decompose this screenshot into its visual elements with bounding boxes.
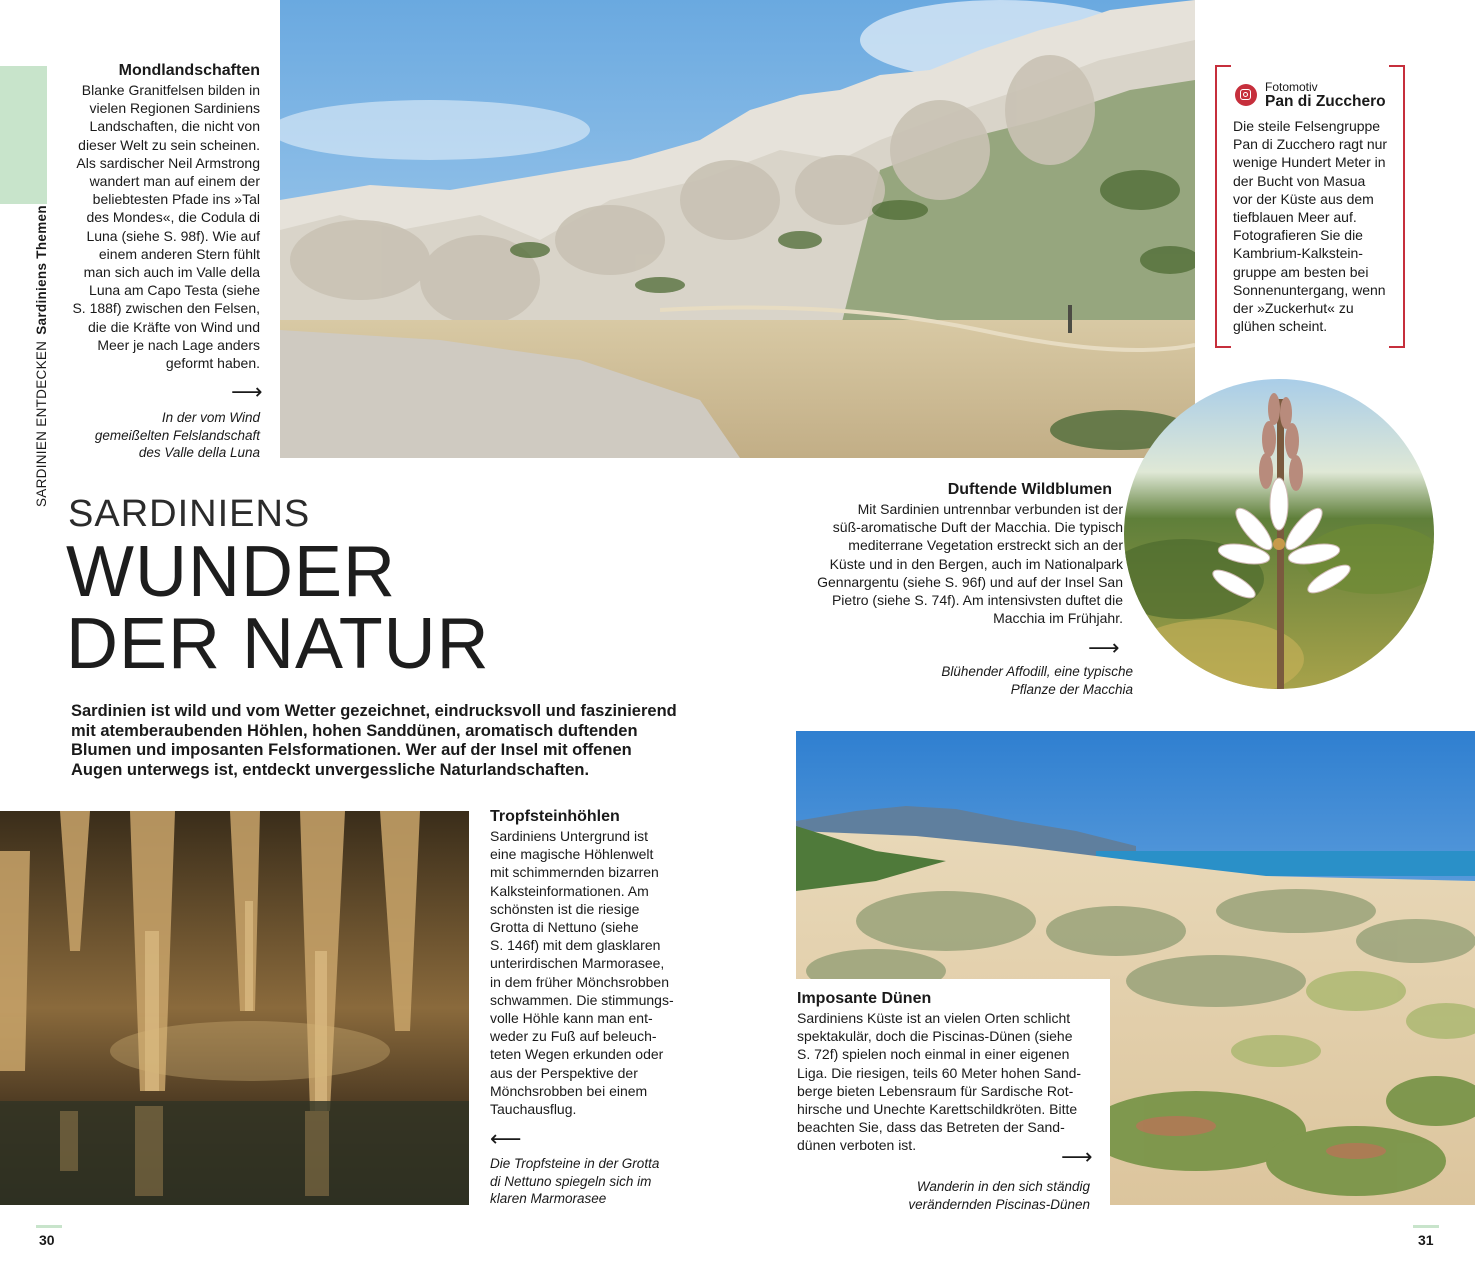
- mond-line: S. 188f) zwischen den Felsen,: [72, 300, 260, 317]
- mond-line: Luna am Capo Testa (siehe: [89, 282, 260, 299]
- mond-line: des Mondes«, die Codula di: [86, 209, 260, 226]
- arrow-left-icon: ⟵: [490, 1126, 522, 1151]
- mond-line: einem anderen Stern fühlt: [98, 245, 260, 262]
- duenen-line: berge bieten Lebensraum für Sardische Rot-: [797, 1082, 1074, 1099]
- mond-line: dieser Welt zu sein scheinen.: [78, 136, 260, 153]
- duenen-line: Sardiniens Küste ist an vielen Orten schlicht: [797, 1010, 1071, 1026]
- mondlandschaften-text: [70, 81, 260, 372]
- mond-line: die die Kräfte von Wind und: [88, 318, 260, 335]
- caption-line: verändernden Piscinas-Dünen: [908, 1196, 1090, 1212]
- fotomotiv-label: Fotomotiv: [1265, 80, 1318, 94]
- arrow-right-icon: ⟶: [1061, 1144, 1093, 1169]
- page-marker: [36, 1225, 62, 1228]
- fotomotiv-title: Pan di Zucchero: [1265, 93, 1386, 110]
- wildblumen-block: [780, 480, 1123, 627]
- mondlandschaften-block: [70, 61, 260, 372]
- mond-line: man sich auch im Valle della: [83, 264, 260, 281]
- hoehlen-line: unterirdischen Marmorasee,: [490, 955, 665, 972]
- box-corner: [1389, 346, 1403, 348]
- arrow-right-icon: ⟶: [1088, 635, 1120, 660]
- title-kicker: SARDINIENS: [68, 493, 311, 535]
- hoehlen-line: Grotta di Nettuno (siehe: [490, 919, 639, 936]
- blumen-line: Gennargentu (siehe S. 96f) und auf der Insel San: [817, 573, 1123, 590]
- valle-della-luna-photo: [280, 0, 1195, 458]
- affodill-photo: [1124, 379, 1434, 689]
- mondlandschaften-caption: [70, 409, 260, 462]
- blumen-line: Mit Sardinien untrennbar verbunden ist der: [857, 501, 1123, 517]
- mond-line: Als sardischer Neil Armstrong: [76, 154, 260, 171]
- hoehlen-line: weder zu Fuß auf beleuch-: [490, 1028, 657, 1045]
- fotomotiv-text-block: [1233, 117, 1403, 335]
- fotomotiv-line: Fotografieren Sie die: [1233, 227, 1363, 244]
- fotomotiv-line: der Bucht von Masua: [1233, 172, 1366, 189]
- blumen-line: Pietro (siehe S. 74f). Am intensivsten duftet die: [831, 592, 1123, 609]
- hoehlen-caption: [490, 1155, 690, 1208]
- topic-label: Sardiniens Themen: [34, 205, 49, 335]
- hoehlen-line: mit schimmernden bizarren: [490, 864, 659, 881]
- caption-line: Wanderin in den sich ständig: [916, 1179, 1090, 1194]
- hoehlen-line: teten Wegen erkunden oder: [490, 1046, 664, 1063]
- mond-line: Meer je nach Lage anders: [97, 336, 260, 353]
- hoehlen-line: Sardiniens Untergrund ist: [490, 828, 648, 844]
- intro-paragraph: Sardinien ist wild und vom Wetter gezeichnet, eindrucksvoll und faszinierend mit atemberaubenden Höhlen, hohen Sanddünen, aromatisch duftenden Blumen und imposanten Felsformationen. Wer auf der Insel mit offenen Augen unterwegs ist, entdeckt unvergessliche Naturlandschaften.: [71, 702, 677, 779]
- hoehlen-line: S. 146f) mit dem glasklaren: [490, 937, 661, 954]
- fotomotiv-line: wenige Hundert Meter in: [1233, 154, 1386, 171]
- mondlandschaften-heading: Mondlandschaften: [118, 62, 260, 79]
- page-title: [66, 532, 490, 684]
- fotomotiv-line: tiefblauen Meer auf.: [1233, 209, 1357, 226]
- fotomotiv-line: der »Zuckerhut« zu: [1233, 300, 1354, 317]
- mond-line: vielen Regionen Sardiniens: [89, 100, 260, 117]
- mond-line: geformt haben.: [165, 355, 260, 372]
- chapter-tab: [0, 66, 47, 204]
- blumen-line: mediterrane Vegetation erstreckt sich an der: [848, 537, 1123, 554]
- hoehlen-line: Mönchsrobben bei einem: [490, 1082, 648, 1099]
- fotomotiv-line: Die steile Felsengruppe: [1233, 118, 1381, 134]
- section-label: SARDINIEN ENTDECKEN: [34, 340, 49, 507]
- duenen-line: spektakulär, doch die Piscinas-Dünen (siehe: [797, 1028, 1073, 1045]
- blumen-line: Macchia im Frühjahr.: [993, 610, 1123, 627]
- fotomotiv-line: Sonnenuntergang, wenn: [1233, 281, 1386, 298]
- wildblumen-caption: [880, 663, 1133, 698]
- box-corner: [1217, 65, 1231, 67]
- hoehlen-line: volle Höhle kann man ent-: [490, 1010, 653, 1027]
- mond-line: Landschaften, die nicht von: [89, 118, 260, 135]
- duenen-line: beachten Sie, dass das Betreten der Sand-: [797, 1119, 1065, 1136]
- duenen-text: [797, 1009, 1107, 1155]
- hoehlen-line: in dem früher Mönchsrobben: [490, 973, 669, 990]
- wildblumen-heading: Duftende Wildblumen: [947, 481, 1112, 498]
- box-corner: [1217, 346, 1231, 348]
- hoehlen-line: schönsten ist die riesige: [490, 900, 640, 917]
- wildblumen-text: [780, 500, 1123, 627]
- caption-line: di Nettuno spiegeln sich im: [490, 1173, 652, 1189]
- page-number-right: 31: [1418, 1232, 1434, 1248]
- caption-line: gemeißelten Felslandschaft: [94, 427, 260, 443]
- blumen-line: süß-aromatische Duft der Macchia. Die typisch: [832, 519, 1123, 536]
- caption-line: Blühender Affodill, eine typische: [941, 664, 1133, 679]
- caption-line: Pflanze der Macchia: [1010, 681, 1133, 697]
- mond-line: beliebtesten Pfade ins »Tal: [92, 191, 260, 208]
- blumen-line: Küste und in den Bergen, auch im Nationalpark: [829, 555, 1123, 572]
- hoehlen-line: Tauchausflug.: [490, 1101, 577, 1118]
- duenen-line: dünen verboten ist.: [797, 1137, 917, 1154]
- box-corner: [1389, 65, 1403, 67]
- hoehlen-line: eine magische Höhlenwelt: [490, 846, 654, 863]
- duenen-caption: [870, 1178, 1090, 1213]
- duenen-heading: Imposante Dünen: [797, 990, 932, 1007]
- hoehlen-text: [490, 827, 690, 1118]
- fotomotiv-line: gruppe am besten bei: [1233, 263, 1369, 280]
- hoehlen-heading: Tropfsteinhöhlen: [490, 808, 620, 825]
- duenen-line: hirsche und Unechte Karettschildkröten. Bitte: [797, 1101, 1078, 1118]
- duenen-line: S. 72f) spielen noch einmal in einer eigenen: [797, 1046, 1070, 1063]
- mond-line: Blanke Granitfelsen bilden in: [81, 82, 260, 98]
- duenen-block: [797, 989, 1107, 1155]
- grotta-di-nettuno-photo: [0, 811, 469, 1205]
- mond-line: wandert man auf einem der: [89, 173, 260, 190]
- hoehlen-line: schwammen. Die stimmungs-: [490, 991, 674, 1008]
- fotomotiv-line: Pan di Zucchero ragt nur: [1233, 136, 1388, 153]
- hoehlen-line: aus der Perspektive der: [490, 1064, 638, 1081]
- caption-line: klaren Marmorasee: [490, 1191, 607, 1207]
- fotomotiv-line: vor der Küste aus dem: [1233, 190, 1374, 207]
- title-line-1: WUNDER: [66, 532, 396, 612]
- caption-line: In der vom Wind: [161, 410, 260, 425]
- title-line-2: DER NATUR: [66, 604, 490, 684]
- camera-icon: [1235, 84, 1257, 106]
- hoehlen-line: Kalksteinformationen. Am: [490, 882, 649, 899]
- caption-line: des Valle della Luna: [138, 445, 260, 461]
- page-marker: [1413, 1225, 1439, 1228]
- caption-line: Die Tropfsteine in der Grotta: [490, 1156, 660, 1171]
- hoehlen-block: [490, 807, 690, 1118]
- duenen-line: Liga. Die riesigen, teils 60 Meter hohen Sand-: [797, 1064, 1082, 1081]
- chapter-label: [34, 205, 49, 507]
- arrow-right-icon: ⟶: [231, 379, 263, 404]
- page-number-left: 30: [39, 1232, 55, 1248]
- fotomotiv-line: glühen scheint.: [1233, 318, 1328, 335]
- fotomotiv-line: Kambrium-Kalkstein-: [1233, 245, 1363, 262]
- mond-line: Luna (siehe S. 98f). Wie auf: [86, 227, 260, 244]
